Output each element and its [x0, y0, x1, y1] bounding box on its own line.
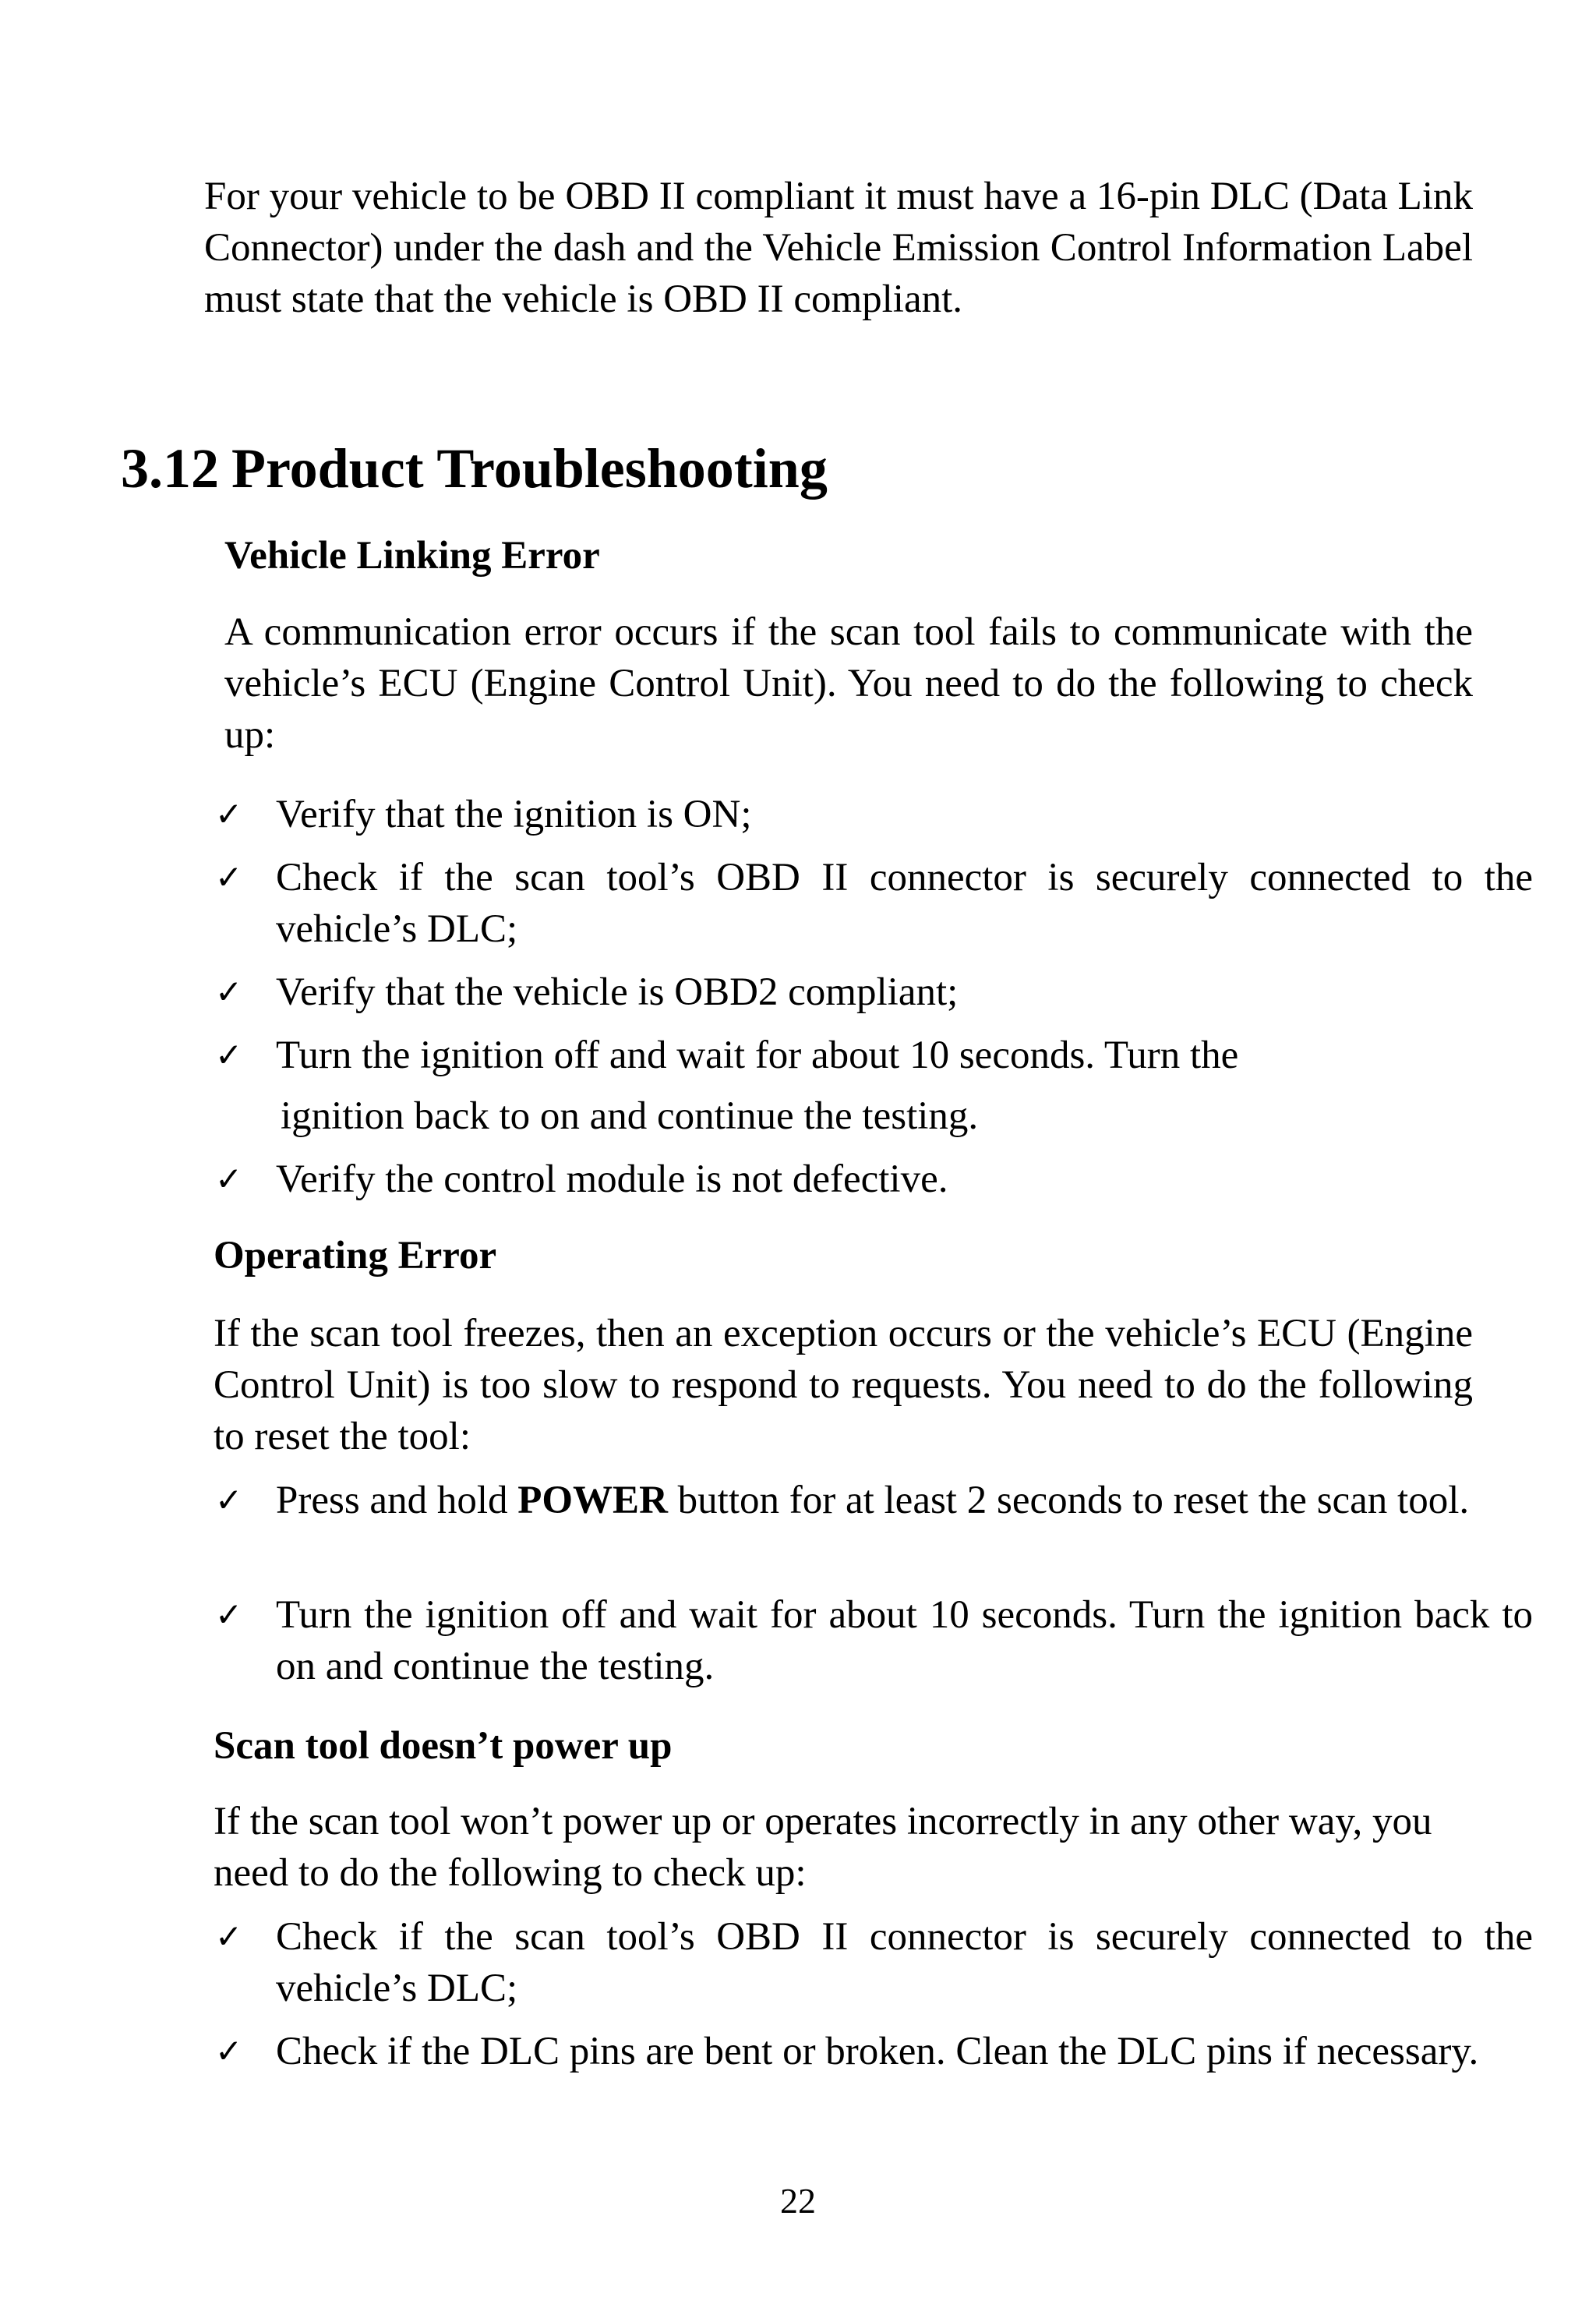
checklist-item-continuation: ignition back to on and continue the testing. [281, 1094, 979, 1138]
vehicle-linking-error-heading: Vehicle Linking Error [224, 534, 600, 578]
check-mark-icon: ✓ [215, 795, 243, 833]
section-number: 3.12 [121, 437, 219, 500]
check-mark-icon: ✓ [215, 1481, 243, 1519]
operating-error-body: If the scan tool freezes, then an exception occurs or the vehicle’s ECU (Engine Control Unit) is too slow to respond to requests. You need to do the following to reset the tool: [214, 1312, 1473, 1458]
item-text-before: Press and hold [276, 1479, 518, 1522]
checklist-item-text: Verify that the ignition is ON; [276, 793, 752, 836]
checklist-item-text: Verify the control module is not defective. [276, 1157, 948, 1201]
check-mark-icon: ✓ [215, 1596, 243, 1634]
check-mark-icon: ✓ [215, 858, 243, 896]
check-mark-icon: ✓ [215, 973, 243, 1011]
intro-paragraph: For your vehicle to be OBD II compliant it must have a 16-pin DLC (Data Link Connector) under the dash and the Vehicle Emission Control Information Label must state that the vehicle is OBD II compliant. [204, 175, 1473, 321]
checklist-item-text: Check if the scan tool’s OBD II connector is securely connected to the vehicle’s DLC; [276, 856, 1533, 951]
section-title-text: Product Troubleshooting [231, 437, 828, 500]
check-mark-icon: ✓ [215, 1160, 243, 1198]
checklist-item-text [276, 1475, 1533, 1526]
checklist-item-text: Turn the ignition off and wait for about 10 seconds. Turn the ignition back to on and continue the testing. [276, 1593, 1533, 1688]
scan-tool-power-heading: Scan tool doesn’t power up [214, 1724, 673, 1768]
scan-tool-power-body: If the scan tool won’t power up or operates incorrectly in any other way, you need to do the following to check up: [214, 1800, 1432, 1895]
checklist-item-text: Verify that the vehicle is OBD2 compliant; [276, 970, 959, 1014]
item-text-after: button for at least 2 seconds to reset the scan tool. [667, 1479, 1470, 1522]
checklist-item-text: Check if the DLC pins are bent or broken. Clean the DLC pins if necessary. [276, 2030, 1479, 2073]
check-mark-icon: ✓ [215, 1917, 243, 1956]
checklist-item-text: Turn the ignition off and wait for about 10 seconds. Turn the [276, 1034, 1239, 1077]
section-title [121, 433, 828, 504]
power-button-label: POWER [517, 1479, 668, 1522]
checklist-item-text: Check if the scan tool’s OBD II connector is securely connected to the vehicle’s DLC; [276, 1915, 1533, 2010]
vehicle-linking-error-body: A communication error occurs if the scan tool fails to communicate with the vehicle’s ECU (Engine Control Unit). You need to do the following to check up: [224, 610, 1473, 757]
operating-error-heading: Operating Error [214, 1234, 497, 1277]
check-mark-icon: ✓ [215, 1036, 243, 1074]
page-number: 22 [780, 2181, 816, 2221]
check-mark-icon: ✓ [215, 2032, 243, 2070]
